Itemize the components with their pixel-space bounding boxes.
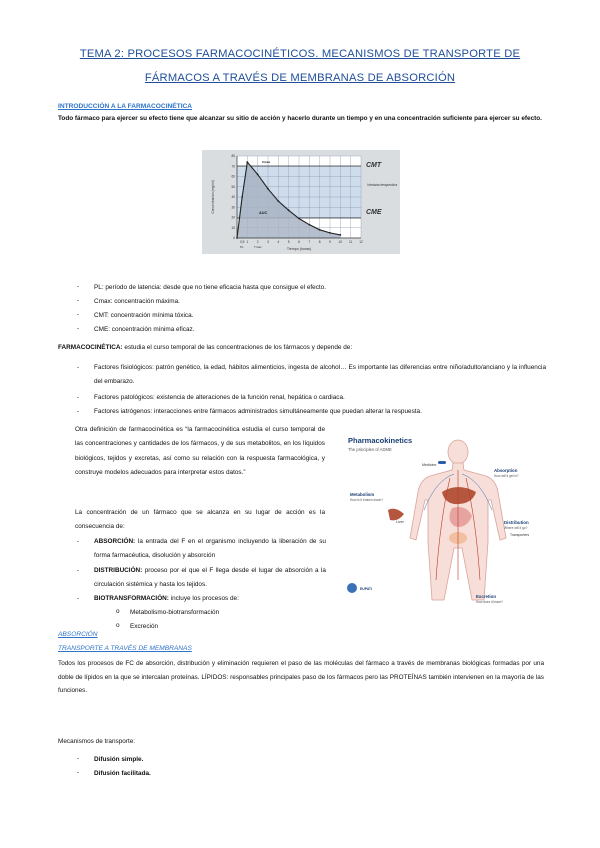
adme-dash: - bbox=[77, 538, 80, 545]
intro-heading: INTRODUCCIÓN A LA FARMACOCINÉTICA bbox=[58, 103, 193, 110]
adme-definition: la entrada del F en el organismo incluyendo la liberación de su forma farmacéutica, disolución y absorción bbox=[94, 538, 326, 559]
x-tick-label: 11 bbox=[349, 240, 353, 244]
factor-item: Factores patológicos: existencia de alteraciones de la función renal, hepática o cardiaca. bbox=[94, 394, 345, 401]
page-title-line-1: TEMA 2: PROCESOS FARMACOCINÉTICOS. MECANISMOS DE TRANSPORTE DE bbox=[79, 48, 521, 60]
y-tick-labels bbox=[231, 154, 235, 240]
curve-point bbox=[329, 232, 331, 234]
cmax-label: Cmax bbox=[262, 160, 271, 164]
mechanism-item: Difusión simple. bbox=[94, 756, 144, 763]
definition-dash: - bbox=[77, 325, 80, 332]
eupati-logo bbox=[347, 583, 357, 593]
mechanisms-heading: Mecanismos de transporte: bbox=[58, 738, 136, 745]
factor-item: Factores fisiológicos: patrón genético, la edad, hábitos alimenticios, ingesta de alcohol… Es importante las diferencias entre niño/adulto/anciano y la influencia del embarazo. bbox=[94, 364, 546, 385]
y-tick-label: 20 bbox=[231, 215, 235, 220]
intro-paragraph: Todo fármaco para ejercer su efecto tiene que alcanzar su sitio de acción y hacerlo durante un tiempo y en una concentración suficiente para ejercer su efecto. bbox=[58, 115, 542, 122]
adme-term: ABSORCIÓN: bbox=[94, 538, 136, 545]
pk-curve-chart bbox=[202, 150, 400, 254]
definition-dash: - bbox=[77, 311, 80, 318]
curve-point bbox=[339, 234, 341, 236]
adme-dash: - bbox=[77, 567, 80, 574]
transporters-label: Transporters bbox=[510, 533, 530, 537]
x-axis-label: Tiempo (horas) bbox=[286, 247, 312, 251]
sub-bullet: o bbox=[116, 608, 120, 615]
tmax-label: Tmax bbox=[254, 245, 262, 249]
pk-title: Pharmacokinetics bbox=[348, 436, 413, 445]
y-tick-label: 60 bbox=[231, 174, 235, 179]
curve-point bbox=[241, 196, 243, 198]
definition-item: Cmax: concentración máxima. bbox=[94, 298, 180, 305]
x-tick-label: 0,5 bbox=[239, 240, 245, 244]
curve-point bbox=[308, 224, 310, 226]
definition-item: CMT: concentración mínima tóxica. bbox=[94, 312, 194, 319]
y-tick-label: 30 bbox=[231, 205, 235, 210]
x-tick-label: 4 bbox=[277, 240, 280, 244]
factor-item: Factores iatrógenos: interacciones entre fármacos administrados simultáneamente que puedan alterar la respuesta. bbox=[94, 408, 422, 415]
x-tick-label: 8 bbox=[318, 240, 321, 244]
auc-label: AUC bbox=[259, 211, 268, 215]
adme-item bbox=[94, 592, 326, 606]
definition-item: PL: período de latencia: desde que no tiene eficacia hasta que consigue el efecto. bbox=[94, 284, 327, 291]
definition-dash: - bbox=[77, 297, 80, 304]
eupati-text: EUPATI bbox=[360, 587, 372, 591]
adme-dash: - bbox=[77, 595, 80, 602]
mechanism-dash: - bbox=[77, 755, 80, 762]
adme-item bbox=[94, 564, 326, 591]
ventana-label: Ventana terapéutica bbox=[367, 183, 398, 187]
adme-item bbox=[94, 535, 326, 562]
factor-dash: - bbox=[77, 408, 80, 415]
excretion-label: Excretion bbox=[476, 594, 497, 599]
mechanism-dash: - bbox=[77, 769, 80, 776]
medicine-label: Medicine bbox=[422, 463, 437, 467]
factor-dash: - bbox=[77, 394, 80, 401]
adme-term: BIOTRANSFORMACIÓN: bbox=[94, 595, 169, 602]
pk-subtitle: The principles of ADME bbox=[348, 447, 392, 452]
liver-label: Liver bbox=[396, 520, 404, 524]
x-tick-label: 7 bbox=[308, 240, 311, 244]
adme-definition: incluye los procesos de: bbox=[168, 595, 239, 602]
absorcion-heading: ABSORCIÓN bbox=[58, 631, 98, 638]
sub-item: Excreción bbox=[130, 623, 159, 630]
x-tick-label: 2 bbox=[256, 240, 259, 244]
concentration-paragraph: La concentración de un fármaco que se alcanza en su lugar de acción es la consecuencia de: bbox=[75, 509, 325, 530]
sub-bullet: o bbox=[116, 622, 120, 629]
page-title-line-2: FÁRMACOS A TRAVÉS DE MEMBRANAS DE ABSORCIÓN bbox=[144, 72, 456, 84]
curve-point bbox=[319, 229, 321, 231]
definition-item: CME: concentración mínima eficaz. bbox=[94, 326, 195, 333]
farmacocinetica-definition: estudia el curso temporal de las concentraciones de los fármacos y depende de: bbox=[122, 344, 353, 351]
mechanism-item: Difusión facilitada. bbox=[94, 770, 151, 777]
curve-point bbox=[298, 218, 300, 220]
x-tick-label: 1 bbox=[246, 240, 249, 244]
cmt-label: CMT bbox=[366, 162, 382, 169]
x-tick-label: 10 bbox=[338, 240, 343, 244]
pill-icon bbox=[438, 461, 446, 464]
adme-figure bbox=[340, 430, 540, 610]
adme-definition: proceso por el que el F llega desde el lugar de absorción a la circulación sistémica y hasta los tejidos. bbox=[94, 567, 326, 588]
y-tick-label: 0 bbox=[233, 236, 235, 240]
x-tick-label: 5 bbox=[287, 240, 290, 244]
transport-paragraph: Todos los procesos de FC de absorción, distribución y eliminación requieren el paso de las moléculas del fármaco a través de membranas biológicas formadas por una doble de lípidos en la que se intercalan proteínas. LÍPIDOS: responsables principales paso de los fármacos pero las PROTEÍNAS también intervienen en la mayoría de las funciones. bbox=[58, 660, 544, 694]
y-tick-label: 10 bbox=[231, 225, 235, 230]
y-tick-label: 50 bbox=[231, 184, 235, 189]
distribution-sub: Where will it go? bbox=[504, 526, 528, 530]
farmacocinetica-line bbox=[58, 341, 548, 355]
adme-term: DISTRIBUCIÓN: bbox=[94, 567, 143, 574]
y-tick-label: 70 bbox=[231, 164, 235, 169]
alternate-definition-quote: Otra definición de farmacocinética es “la farmacocinética estudia el curso temporal de las concentraciones y cantidades de los fármacos, y de sus metabolitos, en los líquidos biológicos, tejidos y excretas, así como su relación con la respuesta farmacológica, y construye modelos adecuados para interpretar estos datos.” bbox=[75, 426, 325, 476]
x-tick-label: 3 bbox=[267, 240, 269, 244]
curve-point bbox=[257, 174, 259, 176]
curve-point bbox=[246, 161, 248, 163]
excretion-sub: How does it leave? bbox=[476, 600, 503, 604]
distribution-label: Distribution bbox=[504, 520, 529, 525]
metabolism-sub: How is it broken down? bbox=[350, 498, 383, 502]
definition-dash: - bbox=[77, 283, 80, 290]
sub-item: Metabolismo-biotransformación bbox=[130, 609, 220, 616]
x-tick-label: 6 bbox=[298, 240, 300, 244]
absorption-label: Absorption bbox=[494, 468, 518, 473]
curve-point bbox=[267, 188, 269, 190]
factor-dash: - bbox=[77, 364, 80, 371]
metabolism-label: Metabolism bbox=[350, 492, 375, 497]
x-tick-label: 9 bbox=[329, 240, 331, 244]
absorption-sub: How will it get in? bbox=[494, 474, 519, 478]
y-axis-label: Concentración (mg/ml) bbox=[211, 180, 215, 214]
cme-label: CME bbox=[366, 209, 382, 216]
x-tick-label: 12 bbox=[359, 240, 363, 244]
transport-heading: TRANSPORTE A TRAVÉS DE MEMBRANAS bbox=[58, 645, 192, 652]
y-tick-label: 80 bbox=[231, 154, 235, 158]
pl-label: PL bbox=[240, 245, 244, 249]
y-tick-label: 40 bbox=[231, 195, 235, 199]
curve-point bbox=[288, 209, 290, 211]
farmacocinetica-term: FARMACOCINÉTICA: bbox=[58, 344, 123, 351]
curve-point bbox=[277, 200, 279, 202]
